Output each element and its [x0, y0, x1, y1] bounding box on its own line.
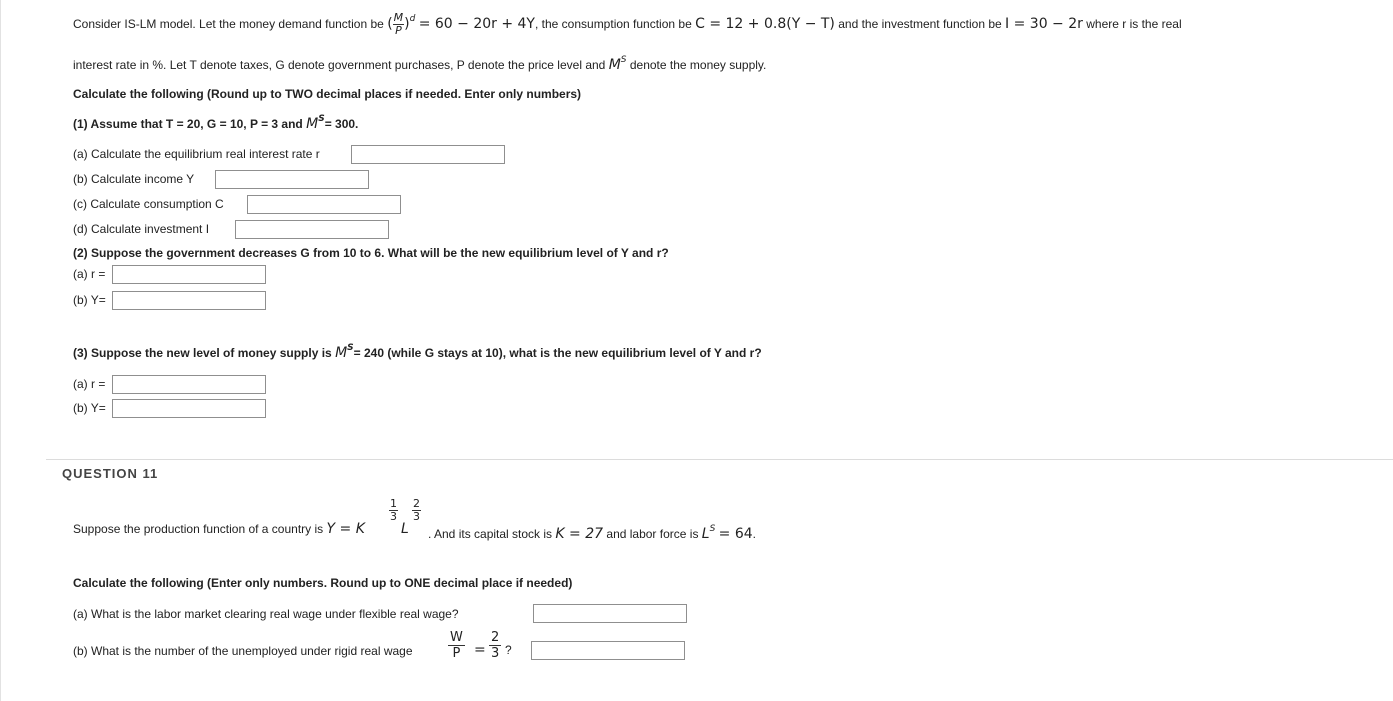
- investment-input[interactable]: [235, 220, 389, 239]
- p3a-label: (a) r =: [73, 377, 106, 391]
- income-input[interactable]: [215, 170, 369, 189]
- q10-instructions: Calculate the following (Round up to TWO decimal places if needed. Enter only numbers): [73, 87, 582, 101]
- equals-sign: =: [474, 642, 486, 658]
- part3-heading: (3) Suppose the new level of money supply is $M^S= 240$ (while G stays at 10), what is the new equilibrium level of Y and r?: [73, 343, 762, 361]
- production-function-text: Suppose the production function of a country is Y = K: [73, 521, 365, 537]
- q11b-label: (b) What is the number of the unemployed under rigid real wage: [73, 644, 413, 658]
- part3-r-input[interactable]: [112, 375, 266, 394]
- money-demand-fraction: $\frac{M}{P}$: [393, 11, 404, 38]
- p1c-label: (c) Calculate consumption C: [73, 197, 224, 211]
- intro-text-1: Consider IS-LM model. Let the money demand function be: [73, 17, 384, 31]
- w-over-p-fraction: W P: [450, 630, 463, 661]
- question-mark: ?: [505, 643, 512, 657]
- p1d-label: (d) Calculate investment I: [73, 222, 210, 236]
- k-exponent: 1 3: [390, 497, 397, 523]
- question-divider: [46, 459, 1393, 460]
- investment-equation: I = 30 − 2r: [1005, 16, 1083, 32]
- consumption-input[interactable]: [247, 195, 401, 214]
- question-11-heading: QUESTION 11: [62, 466, 159, 481]
- q11a-label: (a) What is the labor market clearing real wage under flexible real wage?: [73, 607, 459, 621]
- p1a-label: (a) Calculate the equilibrium real interest rate r: [73, 147, 320, 161]
- p2a-label: (a) r =: [73, 267, 106, 281]
- p1b-label: (b) Calculate income Y: [73, 172, 195, 186]
- q10-intro-line1: Consider IS-LM model. Let the money demand function be ( $\frac{M}{P}$ )$^d$ = 60 − 20r + 4Y, the consumption function be C = 12 + 0.8(Y − T) and the investment function be I = 30 − 2r where r is the real: [73, 11, 1182, 38]
- p3b-label: (b) Y=: [73, 401, 106, 415]
- money-demand-rhs: = 60 − 20r + 4Y: [418, 16, 535, 32]
- left-border: [0, 0, 1, 701]
- p2b-label: (b) Y=: [73, 293, 106, 307]
- interest-rate-input[interactable]: [351, 145, 505, 164]
- real-wage-input[interactable]: [533, 604, 687, 623]
- consumption-equation: C = 12 + 0.8(Y − T): [695, 16, 835, 32]
- production-function-rest: . And its capital stock is K = 27 and labor force is $L^S = 64$.: [428, 524, 757, 542]
- part2-r-input[interactable]: [112, 265, 266, 284]
- part3-y-input[interactable]: [112, 399, 266, 418]
- q10-intro-line2: interest rate in %. Let T denote taxes, G denote government purchases, P denote the price level and $M^S$ denote the money supply.: [73, 55, 767, 73]
- unemployed-input[interactable]: [531, 641, 685, 660]
- part1-heading: (1) Assume that T = 20, G = 10, P = 3 and $M^S= 300$.: [73, 114, 359, 132]
- part2-heading: (2) Suppose the government decreases G from 10 to 6. What will be the new equilibrium level of Y and r?: [73, 246, 669, 260]
- part2-y-input[interactable]: [112, 291, 266, 310]
- l-base: L: [401, 521, 409, 537]
- two-thirds-fraction: 2 3: [491, 630, 500, 661]
- q11-instructions: Calculate the following (Enter only numbers. Round up to ONE decimal place if needed): [73, 576, 573, 590]
- l-exponent: 2 3: [413, 497, 420, 523]
- y-equation: Y = K: [326, 521, 365, 537]
